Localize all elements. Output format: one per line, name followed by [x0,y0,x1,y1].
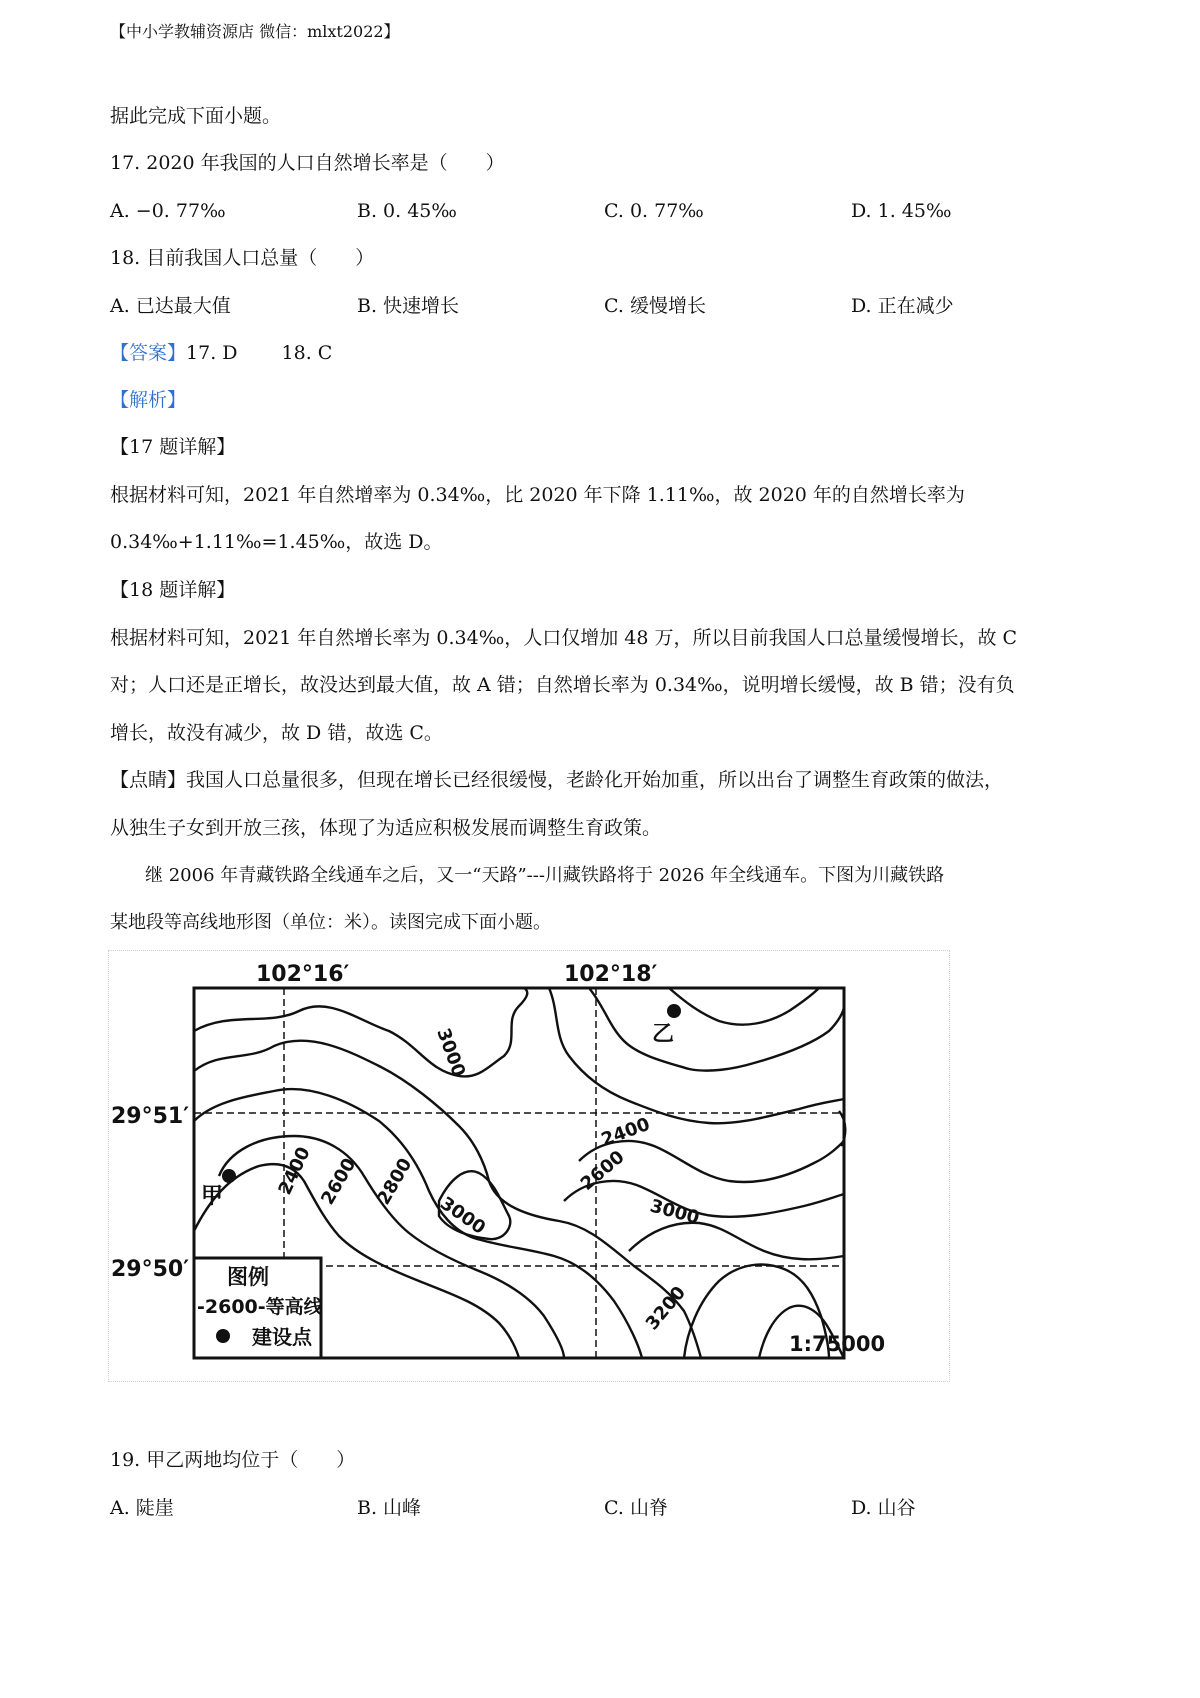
contour-label: 2400 [274,1143,315,1199]
page-header: 【中小学教辅资源店 微信：mlxt2022】 [110,22,400,41]
contour-label: 2600 [576,1146,629,1195]
point-jia-label: 甲 [201,1184,224,1209]
q18-option-b: B. 快速增长 [357,295,460,317]
intro-text: 据此完成下面小题。 [110,105,282,127]
q19-option-d: D. 山谷 [851,1497,916,1519]
answer-tag: 【答案】 [110,342,187,364]
contour-label: 3000 [436,1192,490,1239]
lat-label-2: 29°50′ [111,1257,190,1282]
answer-line [110,341,332,365]
q18-option-c: C. 缓慢增长 [604,295,706,317]
detail-17-title: 【17 题详解】 [110,436,236,458]
contour-line [564,1181,844,1217]
q19-option-c: C. 山脊 [604,1497,668,1519]
contour-line [669,988,819,1025]
legend-title: 图例 [227,1265,269,1289]
q18-option-a: A. 已达最大值 [110,295,231,317]
contour-label: 3200 [641,1282,691,1335]
q17-option-d: D. 1. 45‰ [851,200,952,222]
detail-18-line-1: 根据材料可知，2021 年自然增长率为 0.34‰，人口仅增加 48 万，所以目前我国人口总量缓慢增长，故 C [110,627,1018,649]
analysis-tag: 【解析】 [110,389,187,411]
lon-label-2: 102°18′ [564,962,658,987]
detail-17-line-1: 根据材料可知，2021 年自然增率为 0.34‰，比 2020 年下降 1.11‰，故 2020 年的自然增长率为 [110,484,965,506]
question-18-stem: 18. 目前我国人口总量（ ） [110,247,375,269]
legend-point-marker [216,1329,230,1343]
contour-label: 2600 [317,1154,361,1209]
material-line-1: 继 2006 年青藏铁路全线通车之后，又一“天路”---川藏铁路将于 2026 年全线通车。下图为川藏铁路 [145,865,945,886]
contour-label: 3000 [647,1195,702,1229]
contour-map [108,950,950,1382]
map-scale: 1:75000 [789,1332,886,1356]
material-line-2: 某地段等高线地形图（单位：米）。读图完成下面小题。 [110,912,551,933]
point-yi-marker [667,1004,681,1018]
contour-label: 2400 [598,1113,653,1151]
contour-line [194,988,527,1076]
q17-option-b: B. 0. 45‰ [357,200,457,222]
question-17-stem: 17. 2020 年我国的人口自然增长率是（ ） [110,152,505,174]
answer-text: 17. D 18. C [186,342,333,364]
q18-option-d: D. 正在减少 [851,295,954,317]
contour-label: 3000 [432,1025,470,1080]
detail-17-line-2: 0.34‰+1.11‰=1.45‰，故选 D。 [110,531,443,553]
contour-line [629,1223,844,1260]
lat-label-1: 29°51′ [111,1104,190,1129]
lon-label-1: 102°16′ [256,962,350,987]
question-19-stem: 19. 甲乙两地均位于（ ） [110,1449,356,1471]
contour-label: 2800 [373,1154,417,1209]
q17-option-a: A. −0. 77‰ [110,200,226,222]
q19-option-b: B. 山峰 [357,1497,422,1519]
detail-18-title: 【18 题详解】 [110,579,236,601]
detail-18-line-3: 增长，故没有减少，故 D 错，故选 C。 [110,722,443,744]
q19-option-a: A. 陡崖 [110,1497,174,1519]
contour-map-svg [109,951,949,1381]
q17-option-c: C. 0. 77‰ [604,200,704,222]
point-yi-label: 乙 [652,1022,675,1047]
point-jia-marker [222,1169,236,1183]
legend-contour: -2600-等高线 [197,1296,323,1318]
detail-18-line-2: 对；人口还是正增长，故没达到最大值，故 A 错；自然增长率为 0.34‰，说明增长缓慢，故 B 错；没有负 [110,674,1015,696]
tip-line-2: 从独生子女到开放三孩，体现了为适应积极发展而调整生育政策。 [110,817,662,839]
tip-line-1: 【点睛】我国人口总量很多，但现在增长已经很缓慢，老龄化开始加重，所以出台了调整生育政策的做法， [110,769,1004,791]
legend-point-label: 建设点 [252,1325,312,1349]
